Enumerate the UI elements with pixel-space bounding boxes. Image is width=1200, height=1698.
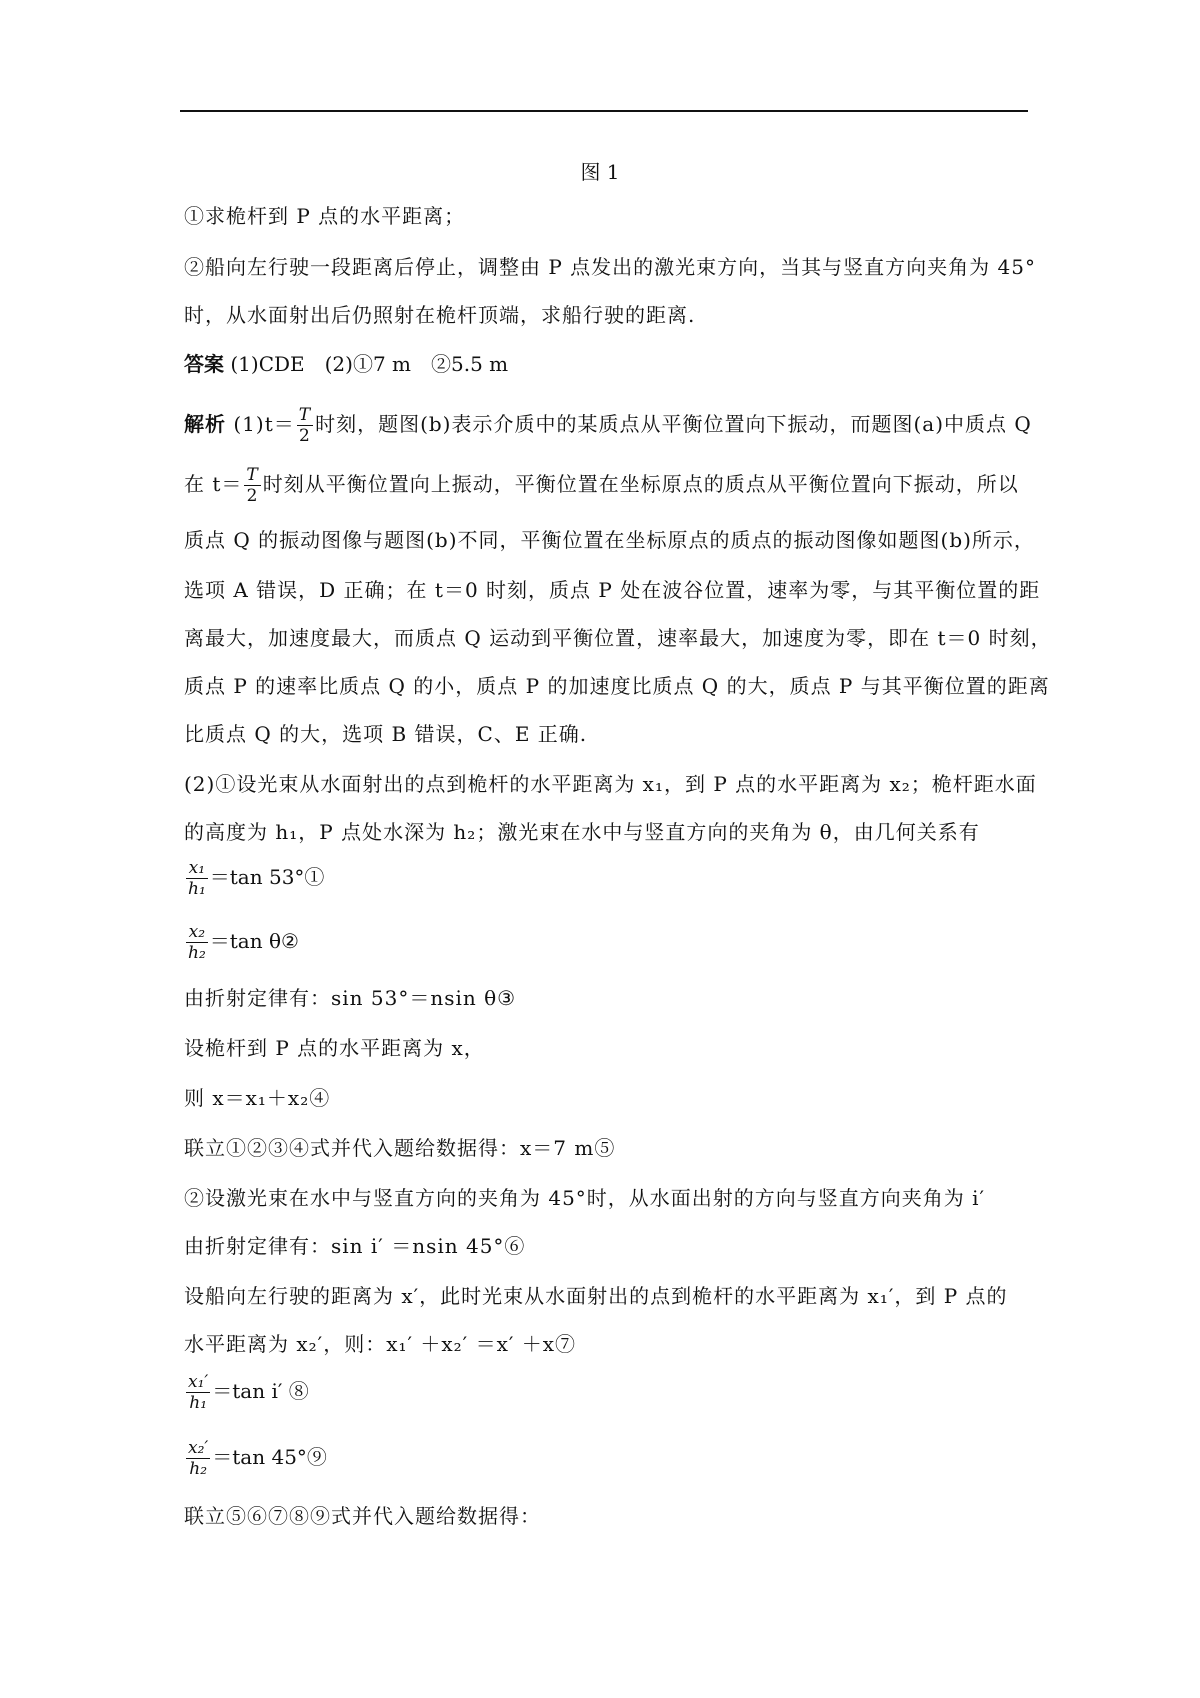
question-1: ①求桅杆到 P 点的水平距离； (184, 204, 466, 228)
analysis-line-1 (184, 405, 1032, 446)
part2b-line-4: 水平距离为 x₂′，则：x₁′ ＋x₂′ ＝x′ ＋x⑦ (184, 1332, 577, 1356)
part2b-line-1: ②设激光束在水中与竖直方向的夹角为 45°时，从水面出射的方向与竖直方向夹角为 i′ (184, 1186, 986, 1210)
equation-8: $\frac{\text{x₁′}}{\text{h₁}}$ ＝tan i′ ⑧ (188, 1372, 309, 1413)
answer-text: (1)CDE (2)①7 m ②5.5 m (230, 352, 509, 376)
analysis-pre: (1)t＝ (233, 412, 295, 436)
part2-line-2: 的高度为 h₁，P 点处水深为 h₂；激光束在水中与竖直方向的夹角为 θ，由几何关系有 (184, 820, 980, 844)
equation-5: 则 x＝x₁＋x₂④ (184, 1086, 331, 1110)
top-rule (180, 110, 1028, 112)
analysis-line-5: 离最大，加速度最大，而质点 Q 运动到平衡位置，速率最大，加速度为零，即在 t＝0 时刻， (184, 626, 1052, 650)
fraction-T-over-2: $\frac{T}{2}$ (298, 405, 312, 446)
question-2-line-2: 时，从水面射出后仍照射在桅杆顶端，求船行驶的距离. (184, 303, 696, 327)
part2b-line-3: 设船向左行驶的距离为 x′，此时光束从水面射出的点到桅杆的水平距离为 x₁′，到 P 点的 (184, 1284, 1008, 1308)
equation-6: 联立①②③④式并代入题给数据得：x＝7 m⑤ (184, 1136, 616, 1160)
final-line: 联立⑤⑥⑦⑧⑨式并代入题给数据得： (184, 1504, 541, 1528)
analysis-line-6: 质点 P 的速率比质点 Q 的小，质点 P 的加速度比质点 Q 的大，质点 P 与其平衡位置的距离 (184, 674, 1050, 698)
figure-caption: 图 1 (580, 160, 620, 184)
analysis-line-3: 质点 Q 的振动图像与题图(b)不同，平衡位置在坐标原点的质点的振动图像如题图(b)所示， (184, 528, 1035, 552)
equation-1: $\frac{\text{x₁}}{\text{h₁}}$ ＝tan 53°① (188, 858, 325, 899)
analysis-post: 时刻，题图(b)表示介质中的某质点从平衡位置向下振动，而题图(a)中质点 Q (315, 412, 1032, 436)
analysis-line-2: 在 t＝ $\frac{T}{2}$ 时刻从平衡位置向上振动，平衡位置在坐标原点的质点从平衡位置向下振动，所以 (184, 465, 1019, 506)
part2b-line-2: 由折射定律有：sin i′ ＝nsin 45°⑥ (184, 1234, 526, 1258)
part2-line-1: (2)①设光束从水面射出的点到桅杆的水平距离为 x₁，到 P 点的水平距离为 x₂；桅杆距水面 (184, 772, 1037, 796)
equation-3: 由折射定律有：sin 53°＝nsin θ③ (184, 986, 517, 1010)
analysis-line-7: 比质点 Q 的大，选项 B 错误，C、E 正确. (184, 722, 588, 746)
equation-9: $\frac{\text{x₂′}}{\text{h₂}}$ ＝tan 45°⑨ (188, 1438, 327, 1479)
answer-label: 答案 (184, 352, 224, 376)
fraction-T-over-2: $\frac{T}{2}$ (246, 465, 259, 506)
analysis-label: 解析 (184, 412, 226, 436)
answer-line (184, 350, 508, 378)
question-2-line-1: ②船向左行驶一段距离后停止，调整由 P 点发出的激光束方向，当其与竖直方向夹角为 45° (184, 255, 1036, 279)
analysis-line-4: 选项 A 错误，D 正确；在 t＝0 时刻，质点 P 处在波谷位置，速率为零，与其平衡位置的距 (184, 578, 1041, 602)
equation-2: $\frac{\text{x₂}}{\text{h₂}}$ ＝tan θ② (188, 922, 299, 963)
equation-4: 设桅杆到 P 点的水平距离为 x， (184, 1036, 485, 1060)
